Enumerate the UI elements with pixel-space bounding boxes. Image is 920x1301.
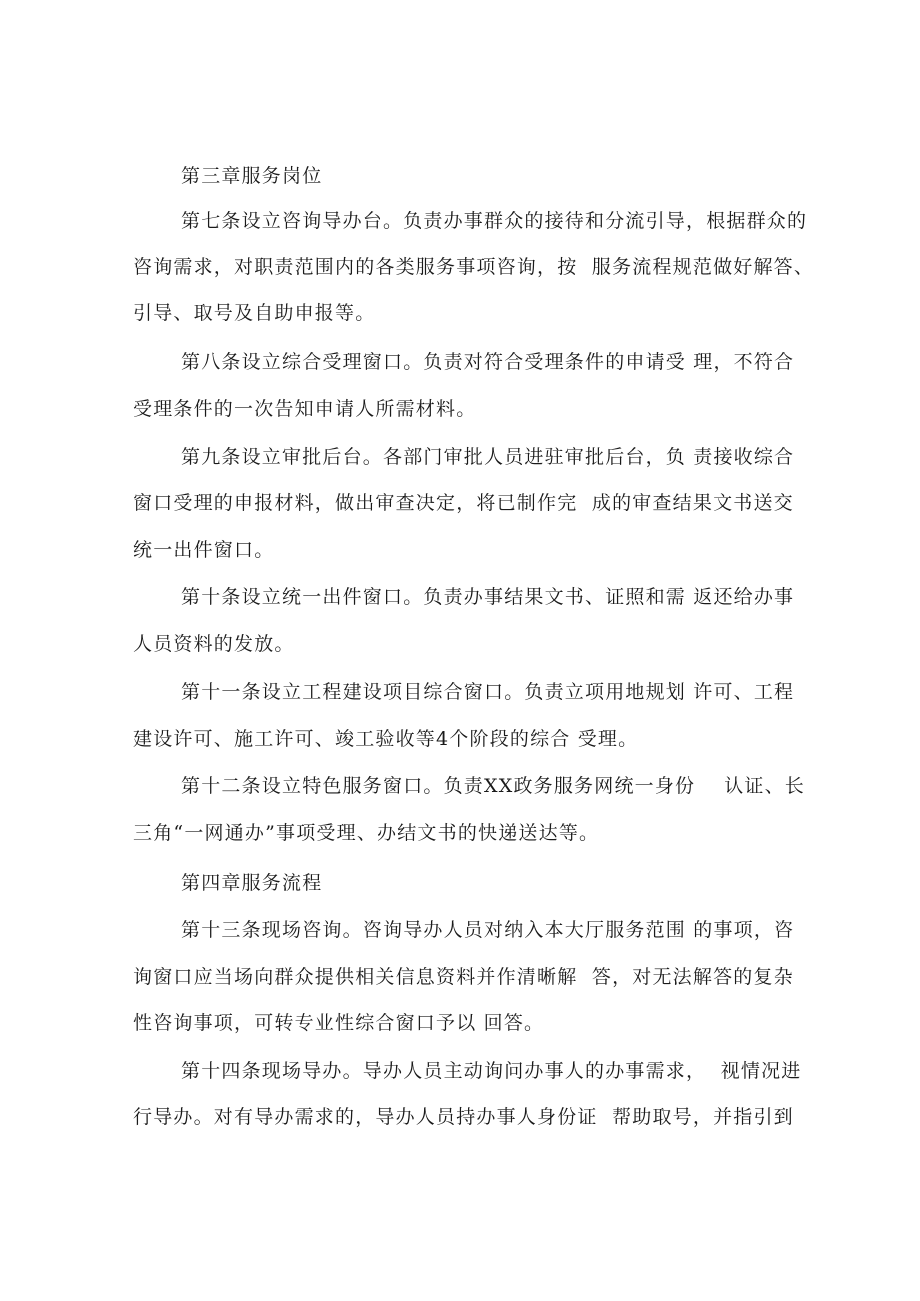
chapter-3-heading: 第三章服务岗位 (181, 165, 323, 187)
article-13-line-1: 第十三条现场咨询。咨询导办人员对纳入本大厅服务范围 的事项，咨 (181, 919, 795, 941)
article-12-line-2: 三角“一网通办”事项受理、办结文书的快递送达等。 (133, 822, 600, 844)
article-13-line-2: 询窗口应当场向群众提供相关信息资料并作清晰解 答，对无法解答的复杂 (133, 966, 794, 988)
article-8-line-1: 第八条设立综合受理窗口。负责对符合受理条件的申请受 理，不符合 (181, 351, 795, 373)
chapter-4-heading: 第四章服务流程 (181, 872, 323, 894)
article-11-line-2: 建设许可、施工许可、竣工验收等4个阶段的综合 受理。 (133, 728, 639, 750)
article-12-line-1: 第十二条设立特色服务窗口。负责XX政务服务网统一身份 认证、长 (181, 775, 806, 797)
article-11-line-1: 第十一条设立工程建设项目综合窗口。负责立项用地规划 许可、工程 (181, 681, 795, 703)
article-10-line-2: 人员资料的发放。 (133, 633, 295, 655)
article-8-line-2: 受理条件的一次告知申请人所需材料。 (133, 398, 477, 420)
article-7-line-1: 第七条设立咨询导办台。负责办事群众的接待和分流引导，根据群众的 (181, 210, 808, 232)
article-9-line-3: 统一出件窗口。 (133, 539, 275, 561)
article-9-line-1: 第九条设立审批后台。各部门审批人员进驻审批后台，负 责接收综合 (181, 446, 795, 468)
article-7-line-2: 咨询需求，对职责范围内的各类服务事项咨询，按 服务流程规范做好解答、 (133, 256, 815, 278)
article-10-line-1: 第十条设立统一出件窗口。负责办事结果文书、证照和需 返还给办事 (181, 586, 795, 608)
article-13-line-3: 性咨询事项，可转专业性综合窗口予以 回答。 (133, 1012, 545, 1034)
article-14-line-2: 行导办。对有导办需求的，导办人员持办事人身份证 帮助取号，并指引到 (133, 1106, 794, 1128)
article-9-line-2: 窗口受理的申报材料，做出审查决定，将已制作完 成的审查结果文书送交 (133, 492, 794, 514)
article-7-line-3: 引导、取号及自助申报等。 (133, 302, 376, 324)
article-14-line-1: 第十四条现场导办。导办人员主动询问办事人的办事需求， 视情况进 (181, 1060, 802, 1082)
